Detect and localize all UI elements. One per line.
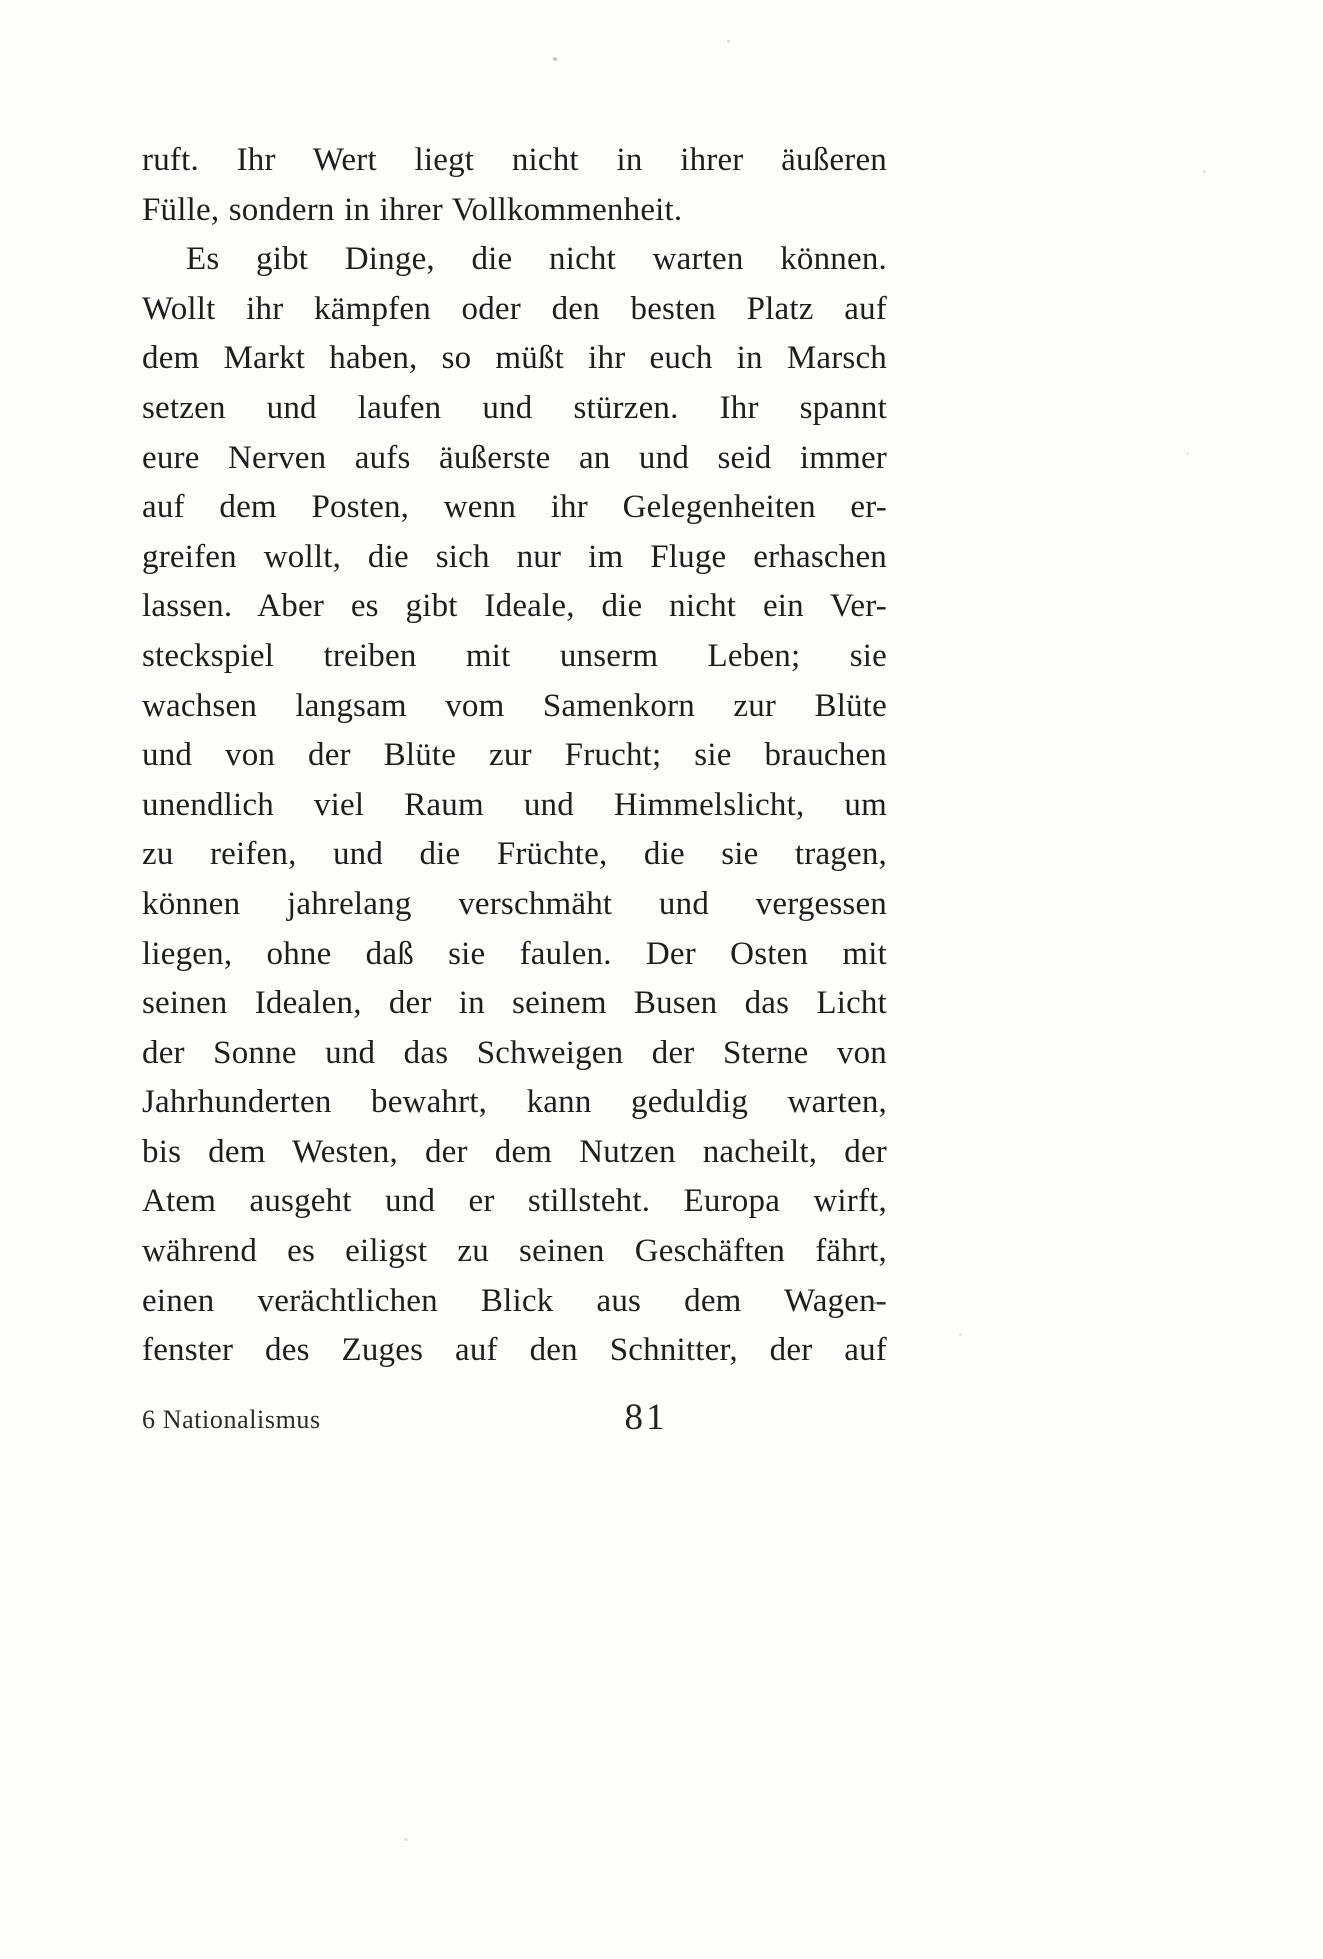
- body-text: [142, 136, 887, 1376]
- text-line: wachsen langsam vom Samenkorn zur Blüte: [142, 687, 887, 724]
- page-number: 81: [624, 1397, 668, 1438]
- text-line: während es eiligst zu seinen Geschäften fährt,: [142, 1233, 887, 1270]
- text-line: Atem ausgeht und er stillsteht. Europa wirft,: [142, 1183, 887, 1220]
- text-line: einen verächtlichen Blick aus dem Wagen-: [142, 1282, 887, 1319]
- text-line: Fülle, sondern in ihrer Vollkommenheit.: [142, 191, 683, 228]
- text-line: unendlich viel Raum und Himmelslicht, um: [142, 786, 887, 823]
- scan-artifact: [727, 40, 730, 43]
- scan-artifact: [872, 1302, 886, 1304]
- text-line: greifen wollt, die sich nur im Fluge erhaschen: [142, 538, 887, 575]
- text-line: der Sonne und das Schweigen der Sterne von: [142, 1034, 887, 1071]
- text-line: eure Nerven aufs äußerste an und seid immer: [142, 439, 887, 476]
- text-line: seinen Idealen, der in seinem Busen das Licht: [142, 985, 887, 1022]
- scan-artifact: [1203, 170, 1206, 173]
- text-line: Jahrhunderten bewahrt, kann geduldig warten,: [142, 1084, 887, 1121]
- text-line: lassen. Aber es gibt Ideale, die nicht ein Ver-: [142, 588, 887, 625]
- scan-artifact: [553, 57, 557, 61]
- text-line: können jahrelang verschmäht und vergessen: [142, 885, 887, 922]
- text-line: dem Markt haben, so müßt ihr euch in Marsch: [142, 340, 887, 377]
- page-footer: [0, 1396, 1323, 1456]
- text-line: Es gibt Dinge, die nicht warten können.: [186, 241, 887, 278]
- scan-artifact: [959, 1333, 962, 1336]
- text-line: steckspiel treiben mit unserm Leben; sie: [142, 637, 887, 674]
- text-line: setzen und laufen und stürzen. Ihr spannt: [142, 389, 887, 426]
- text-line: auf dem Posten, wenn ihr Gelegenheiten er-: [142, 489, 887, 526]
- text-line: zu reifen, und die Früchte, die sie tragen,: [142, 836, 887, 873]
- scan-artifact: [404, 1838, 408, 1841]
- text-line: liegen, ohne daß sie faulen. Der Osten mit: [142, 935, 887, 972]
- footer-signature: 6 Nationalismus: [142, 1405, 321, 1434]
- text-line: Wollt ihr kämpfen oder den besten Platz auf: [142, 290, 887, 327]
- text-line: und von der Blüte zur Frucht; sie brauchen: [142, 737, 887, 774]
- text-line: fenster des Zuges auf den Schnitter, der auf: [142, 1332, 887, 1369]
- text-line: bis dem Westen, der dem Nutzen nacheilt, der: [142, 1133, 887, 1170]
- scan-artifact: [1186, 452, 1189, 455]
- text-line: ruft. Ihr Wert liegt nicht in ihrer äußeren: [142, 142, 887, 178]
